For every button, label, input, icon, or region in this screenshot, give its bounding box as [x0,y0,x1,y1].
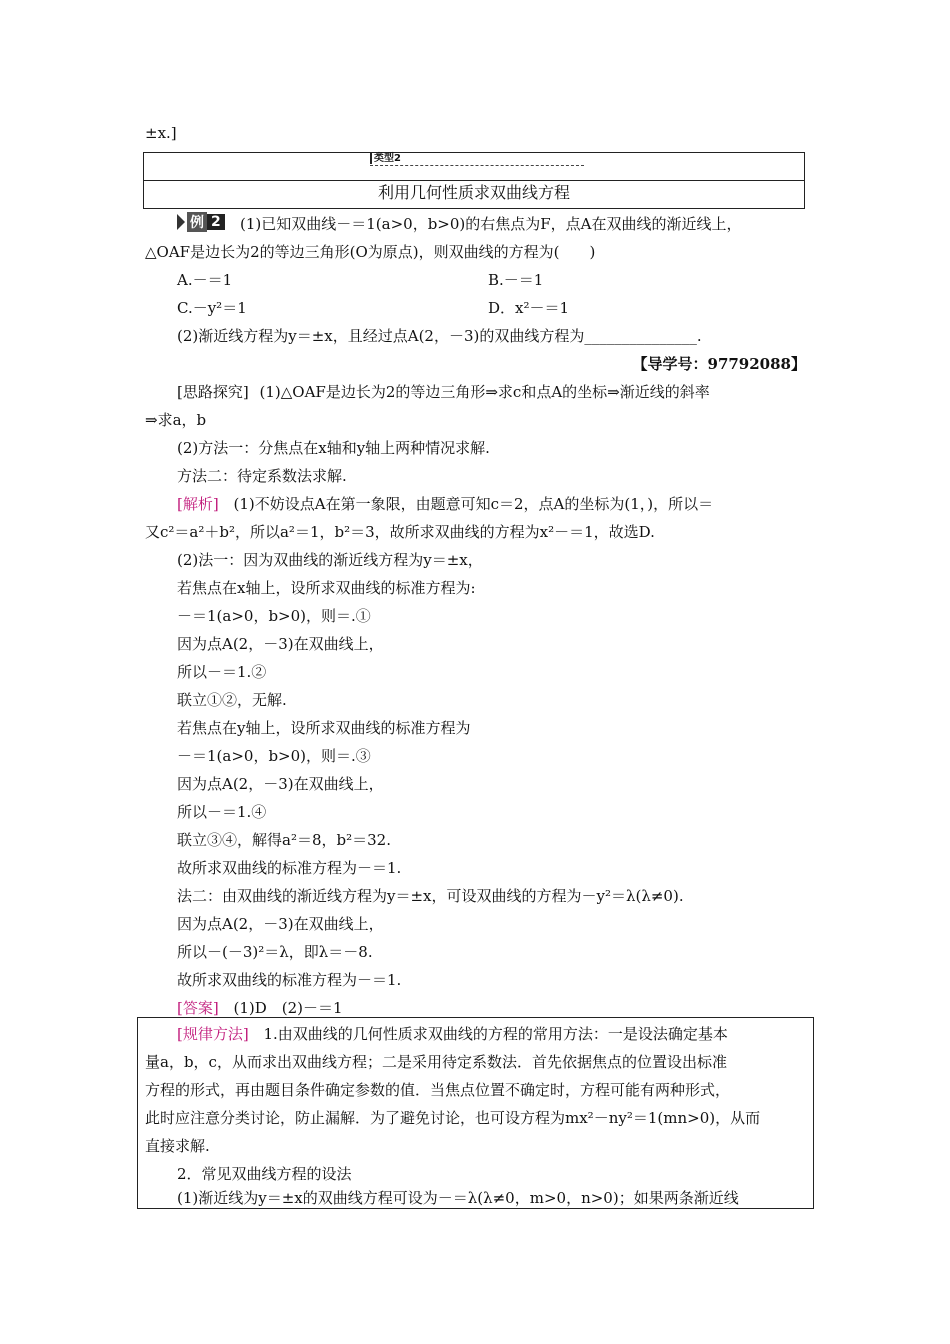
type-box [143,152,805,209]
example-tag [177,213,225,231]
solution-line-15: 法二：由双曲线的渐近线方程为y＝±x，可设双曲线的方程为－y²＝λ(λ≠0). [177,887,684,905]
guide-number: 【导学号：97792088】 [632,355,806,373]
answer-label: [答案] [177,999,219,1017]
solution-line-2: 又c²＝a²＋b²，所以a²＝1，b²＝3，故所求双曲线的方程为x²－＝1，故选D. [145,523,655,541]
solution-line-18: 故所求双曲线的标准方程为－＝1. [177,971,402,989]
method-line-4: 此时应注意分类讨论，防止漏解．为了避免讨论，也可设方程为mx²－ny²＝1(mn>0)，从而 [145,1109,761,1127]
solution-line-1: (1)不妨设点A在第一象限，由题意可知c＝2，点A的坐标为(1，)，所以＝ [233,495,714,513]
solution-line-17: 所以－(－3)²＝λ，即λ＝－8. [177,943,373,961]
method-line-1: 1.由双曲线的几何性质求双曲线的方程的常用方法：一是设法确定基本 [263,1025,728,1043]
solution-label: [解析] [177,495,219,513]
analysis-line-2: ⇒求a，b [145,411,207,429]
example-word: 例 [187,212,207,232]
solution-line-4: 若焦点在x轴上，设所求双曲线的标准方程为: [177,579,476,597]
example-number: 2 [207,214,225,230]
method-line-6: 2．常见双曲线方程的设法 [177,1165,352,1183]
type-title: 利用几何性质求双曲线方程 [377,183,570,202]
solution-line-12: 所以－＝1.④ [177,803,267,821]
answer-text: (1)D (2)－＝1 [233,999,343,1017]
solution-line-3: (2)法一：因为双曲线的渐近线方程为y＝±x， [177,551,483,569]
solution-line-16: 因为点A(2，－3)在双曲线上， [177,915,384,933]
question-2: (2)渐近线方程为y＝±x，且经过点A(2，－3)的双曲线方程为_______________. [177,327,702,345]
method-line-5: 直接求解. [145,1137,210,1155]
question-1-line-2: △OAF是边长为2的等边三角形(O为原点)，则双曲线的方程为( ) [145,243,596,261]
type-tag-label: 类型2 [370,153,401,164]
question-1-line-1: (1)已知双曲线－＝1(a>0，b>0)的右焦点为F，点A在双曲线的渐近线上， [240,215,742,233]
option-b: B.－＝1 [488,271,544,289]
solution-line-11: 因为点A(2，－3)在双曲线上， [177,775,384,793]
option-c: C.－y²＝1 [177,299,247,317]
header-line: ±x.] [145,124,177,142]
solution-line-14: 故所求双曲线的标准方程为－＝1. [177,859,402,877]
solution-line-7: 所以－＝1.② [177,663,267,681]
type-tag [370,153,584,166]
analysis-label: [思路探究] [177,383,249,401]
method-line-3: 方程的形式，再由题目条件确定参数的值．当焦点位置不确定时，方程可能有两种形式， [145,1081,731,1099]
analysis-line-1: (1)△OAF是边长为2的等边三角形⇒求c和点A的坐标⇒渐近线的斜率 [259,383,710,401]
solution-line-9: 若焦点在y轴上，设所求双曲线的标准方程为 [177,719,471,737]
solution-line-8: 联立①②，无解. [177,691,287,709]
play-icon [177,214,185,230]
option-a: A.－＝1 [177,271,233,289]
option-d: D．x²－＝1 [488,299,570,317]
method-line-7: (1)渐近线为y＝±x的双曲线方程可设为－＝λ(λ≠0，m>0，n>0)；如果两条渐近线 [177,1189,739,1207]
method-line-2: 量a，b，c，从而求出双曲线方程；二是采用待定系数法．首先依据焦点的位置设出标准 [145,1053,727,1071]
analysis-line-3: (2)方法一：分焦点在x轴和y轴上两种情况求解. [177,439,490,457]
solution-line-6: 因为点A(2，－3)在双曲线上， [177,635,384,653]
analysis-line-4: 方法二：待定系数法求解. [177,467,347,485]
method-label: [规律方法] [177,1025,249,1043]
solution-line-10: －＝1(a>0，b>0)，则＝.③ [177,747,371,765]
solution-line-5: －＝1(a>0，b>0)，则＝.① [177,607,371,625]
type-box-divider [144,180,804,181]
solution-line-13: 联立③④，解得a²＝8，b²＝32. [177,831,391,849]
